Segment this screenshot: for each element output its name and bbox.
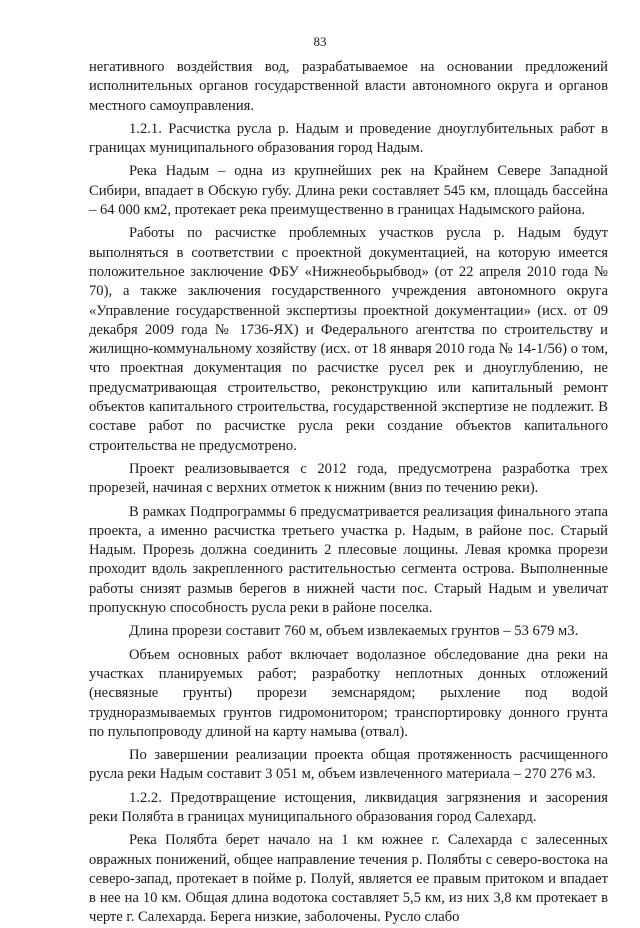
paragraph-nadym-river: Река Надым – одна из крупнейших рек на Крайнем Севере Западной Сибири, впадает в Обскую губу. Длина реки составляет 545 км, площадь бассейна – 64 000 км2, протекает река преимущественно в границах Надымского района. <box>89 163 608 219</box>
paragraph-project-start: Проект реализовывается с 2012 года, предусмотрена разработка трех прорезей, начиная с верхних отметок к нижним (вниз по течению реки). <box>89 460 608 497</box>
paragraph-works-scope: Объем основных работ включает водолазное обследование дна реки на участках планируемых работ; разработку неплотных донных отложений (несвязные грунты) прорези земснарядом; рыхление под водой трудноразмываемых грунтов гидромонитором; транспортировку донного грунта по пульпопроводу длиной на карту намыва (отвал). <box>89 646 608 740</box>
document-body <box>89 58 608 928</box>
page-number: 83 <box>313 34 327 49</box>
paragraph-subprogram-6: В рамках Подпрограммы 6 предусматривается реализация финального этапа проекта, а именно расчистка третьего участка р. Надым, в районе пос. Старый Надым. Прорезь должна соединить 2 плесовые лощины. Левая кромка прорези проходит вдоль закрепленного растительностью сегмента острова. Выполненные работы снизят размыв берегов в нижней части пос. Старый Надым и увеличат пропускную способность русла реки в районе поселка. <box>89 503 608 617</box>
section-heading-1-2-2: 1.2.2. Предотвращение истощения, ликвидация загрязнения и засорения реки Полябта в границах муниципального образования город Салехард. <box>89 789 608 825</box>
paragraph-continuation: негативного воздействия вод, разрабатываемое на основании предложений исполнительных органов государственной власти автономного округа и органов местного самоуправления. <box>89 59 608 114</box>
section-heading-1-2-1: 1.2.1. Расчистка русла р. Надым и проведение дноуглубительных работ в границах муниципального образования город Надым. <box>89 120 608 157</box>
paragraph-cut-length: Длина прорези составит 760 м, объем извлекаемых грунтов – 53 679 м3. <box>129 623 579 640</box>
paragraph-polyabta-river: Река Полябта берет начало на 1 км южнее г. Салехарда с залесенных овражных понижений, общее направление течения р. Полябты с северо-востока на северо-запад, протекает в пойме р. Полуй, является ее правым притоком и впадает в нее на 10 км. Общая длина водотока составляет 5,5 км, из них 3,8 км протекает в черте г. Салехарда. Берега низкие, заболочены. Русло слабо <box>89 832 608 926</box>
paragraph-works-documentation: Работы по расчистке проблемных участков русла р. Надым будут выполняться в соответствии с проектной документацией, на которую имеется положительное заключение ФБУ «Нижнеобьрыбвод» (от 22 апреля 2010 года № 70), а также заключения государственного учреждения автономного округа «Управление государственной экспертизы проектной документации» (исх. от 09 декабря 2009 года № 1736-ЯХ) и Федерального агентства по строительству и жилищно-коммунальному хозяйству (исх. от 18 января 2010 года № 14-1/56) о том, что проектная документация по расчистке русел рек и дноуглублению, не предусматривающая строительство, реконструкцию или капитальный ремонт объектов капитального строительства, государственной экспертизе не подлежит. В составе работ по расчистке русла реки создание объектов капитального строительства не предусмотрено. <box>89 225 608 454</box>
paragraph-completion: По завершении реализации проекта общая протяженность расчищенного русла реки Надым составит 3 051 м, объем извлеченного материала – 270 276 м3. <box>89 747 608 783</box>
